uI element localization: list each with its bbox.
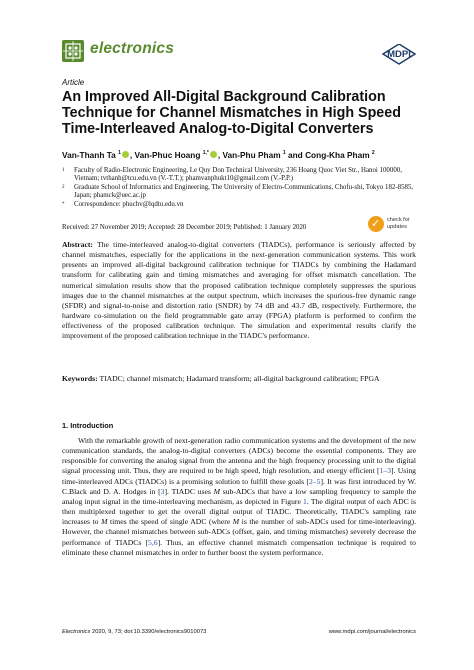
mdpi-logo-text: MDPI [387, 49, 411, 60]
affiliation-2 [62, 184, 422, 201]
correspondence-text[interactable]: Correspondence: phuchv@lqdtu.edu.vn [74, 201, 184, 208]
intro-text: ]. Using time-interleaved ADCs (TIADCs) is a promising solution to fulfill these goals [ [62, 466, 417, 486]
author-name[interactable]: Van-Thanh Ta [62, 150, 116, 160]
author-list: Van-Thanh Ta $^1$ , Van-Phuc Hoang $^{1,*}$ , Van-Phu Pham $^1$ and Cong-Kha Pham $^2$ [62, 150, 375, 160]
section-heading: 1. Introduction [62, 421, 114, 430]
author-affil-mark: 1 [282, 150, 286, 157]
figure-link[interactable]: 1 [303, 496, 307, 506]
math-symbol: M [232, 517, 240, 527]
author-name[interactable]: Cong-Kha Pham [305, 150, 370, 160]
author-name[interactable]: Van-Phu Pham [222, 150, 281, 160]
orcid-icon[interactable] [210, 151, 217, 158]
author-affil-mark: 2 [371, 150, 375, 157]
keywords-label: Keywords: [62, 374, 98, 383]
keywords [62, 374, 416, 384]
intro-text: is the number of sub-ADCs used for time-interleaving). However, the channel mismatches between sub-ADCs (offset, gain, and timing mismatches) severely decrease the performance of TIADCs [ [62, 517, 417, 547]
intro-text: With the remarkable growth of next-generation radio communication systems and the development of the new communication standards, the analog-to-digital converters (ADCs) become the essential components. They are responsible for converting the analog signal from the antenna and the high frequency processing unit to the digital signal processing unit. Thus, they are required to be high speed, high resolution, and energy efficient [ [62, 436, 416, 476]
math-symbol: M [213, 486, 220, 496]
intro-text: ]. It was first introduced by W. C.Black and D. A. Hodges in [ [62, 476, 417, 496]
citation-link[interactable]: 2–5 [308, 476, 321, 486]
abstract-text: The time-interleaved analog-to-digital converters (TIADCs), performance is seriously affected by channel mismatches, especially for the applications in the next-generation communication systems. This work presents an improved all-digital background calibration technique for TIADCs by combining the Hadamard transform for calibrating gain and timing mismatches and averaging for offset mismatch cancellation. The numerical simulation results show that the proposed calibration technique completely suppresses the spurious images due to the channel mismatches at the output spectrum, which increases the spurious-free dynamic range (SFDR) and signal-to-noise and distortion ratio (SNDR) by 74 dB and 43.7 dB, respectively. Furthermore, the hardware co-simulation on the field programmable gate array (FPGA) platform is performed to confirm the effectiveness of the proposed calibration technique. The simulation and experimental results clarify the improvement of the proposed calibration technique in the TIADC's performance. [62, 240, 416, 341]
footer-doi[interactable]: 2020, 9, 73; doi:10.3390/electronics9010073 [90, 629, 207, 635]
intro-text: ]. TIADC uses [164, 486, 214, 496]
affiliation-mark: 1 [62, 168, 65, 173]
check-updates-line1: check for [387, 217, 410, 223]
intro-text: ]. Thus, an effective channel mismatch compensation technique is required to eliminate these channel mismatches in order to further boost the system performance. [62, 537, 416, 557]
journal-name[interactable]: electronics [90, 40, 175, 57]
author-affil-mark: 1,* [202, 150, 209, 157]
affiliation-mark: * [62, 202, 65, 207]
citation-link[interactable]: 5,6 [148, 537, 158, 547]
footer-citation [62, 629, 206, 635]
keywords-text: TIADC; channel mismatch; Hadamard transform; all-digital background calibration; FPGA [99, 374, 380, 383]
abstract [62, 240, 416, 342]
check-for-updates-badge[interactable] [368, 215, 418, 235]
footer-url[interactable]: www.mdpi.com/journal/electronics [328, 629, 416, 635]
math-symbol: M [101, 517, 108, 527]
citation-link[interactable]: 3 [160, 486, 165, 496]
article-type: Article [62, 78, 85, 87]
check-updates-icon: ✓ [368, 216, 384, 232]
author-affil-mark: 1 [118, 150, 121, 157]
affiliation-text: Graduate School of Informatics and Engineering, The University of Electro-Communications, Chofu-shi, Tokyo 182-8585, Japan; phamck@uec.ac.jp [74, 184, 414, 200]
author-conjunction: and [287, 150, 303, 160]
footer-journal: Electronics [62, 629, 91, 635]
journal-logo-icon [62, 40, 84, 62]
affiliation-text: Faculty of Radio-Electronic Engineering, Le Quy Don Technical University, 236 Hoang Quoc Viet Str., Hanoi 100000, Vietnam; tvthanh@tcu.edu.vn (V.-T.T.); phamvanphukt10@gmail.com (V.-P.P.) [74, 167, 402, 183]
affiliation-1 [62, 167, 422, 184]
affiliation-mark: 2 [62, 185, 65, 190]
introduction-paragraph [62, 436, 416, 558]
orcid-icon[interactable] [122, 151, 129, 158]
publication-dates: Received: 27 November 2019; Accepted: 28 December 2019; Published: 1 January 2020 [62, 224, 307, 231]
abstract-label: Abstract: [62, 240, 93, 249]
intro-text: . The digital output of each ADC is then multiplexed together to get the overall digital output of TIADC. Theoretically, TIADC's sampling rate increases to [62, 496, 416, 527]
intro-text: times the speed of single ADC (where [107, 517, 233, 527]
article-title: An Improved All-Digital Background Calibration Technique for Channel Mismatches in High Speed Time-Interleaved Analog-to-Digital Converters [62, 89, 401, 137]
citation-link[interactable]: 1–3 [379, 466, 392, 476]
intro-text: sub-ADCs that have a low sampling frequency to sample the analog input signal in the time-interleaving mechanism, as depicted in Figure [62, 486, 416, 506]
correspondence [62, 201, 422, 210]
check-updates-line2: updates [387, 223, 407, 230]
author-name[interactable]: Van-Phuc Hoang [134, 150, 201, 160]
